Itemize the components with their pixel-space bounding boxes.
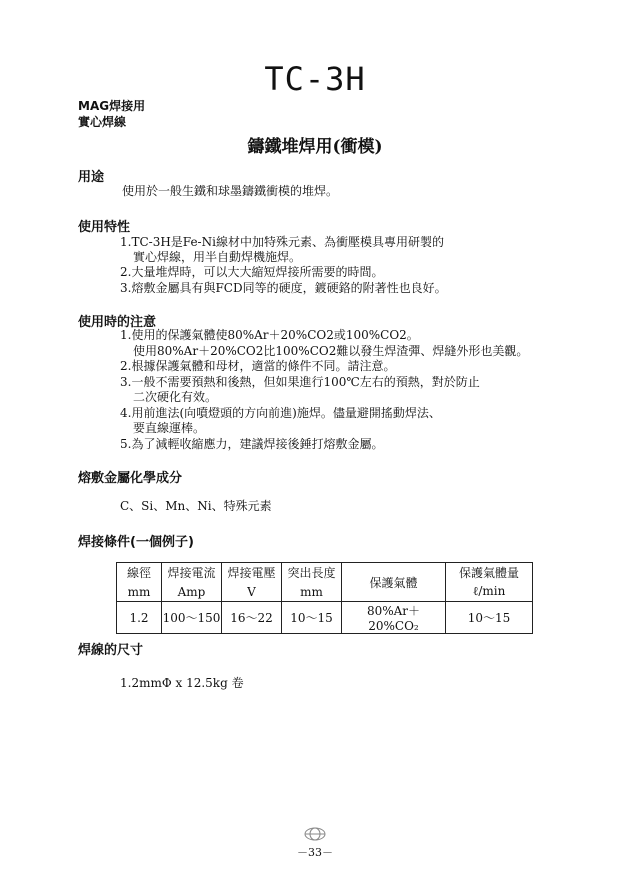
notes-line-3: 3.一般不需要預熱和後熱，但如果進行100℃左右的預熱，對於防止 — [120, 375, 480, 389]
cell-stickout: 10～15 — [282, 602, 342, 634]
unit-gas-flow: ℓ/min — [446, 582, 533, 602]
product-title: TC-3H — [264, 60, 366, 98]
table-header-row — [117, 563, 533, 583]
header-diameter: 線徑 — [117, 563, 162, 583]
table-unit-row — [117, 582, 533, 602]
notes-line-1-cont: 使用80%Ar＋20%CO2比100%CO2難以發生焊渣彈、焊縫外形也美觀。 — [133, 344, 529, 358]
header-gas-flow: 保護氣體量 — [446, 563, 533, 583]
document-subtitle: 鑄鐵堆焊用(衝模) — [247, 137, 383, 157]
notes-heading: 使用時的注意 — [78, 315, 157, 330]
table-row — [117, 602, 533, 634]
cell-gas-flow: 10～15 — [446, 602, 533, 634]
features-heading: 使用特性 — [78, 220, 131, 235]
usage-text: 使用於一般生鐵和球墨鑄鐵衝模的堆焊。 — [122, 184, 339, 198]
features-line-1-cont: 實心焊線，用半自動焊機施焊。 — [133, 250, 302, 264]
composition-heading: 熔敷金屬化學成分 — [78, 471, 183, 486]
usage-heading: 用途 — [78, 170, 105, 185]
notes-line-2: 2.根據保護氣體和母材，適當的條件不同。請注意。 — [120, 359, 396, 373]
features-line-2: 2.大量堆焊時，可以大大縮短焊接所需要的時間。 — [120, 265, 384, 279]
unit-diameter: mm — [117, 582, 162, 602]
notes-line-3-cont: 二次硬化有效。 — [133, 390, 218, 404]
product-type-line-1: MAG焊接用 — [78, 99, 146, 113]
header-shielding-gas: 保護氣體 — [342, 563, 446, 602]
notes-line-4: 4.用前進法(向噴燈頭的方向前進)施焊。儘量避開搖動焊法、 — [120, 406, 441, 420]
cell-voltage: 16～22 — [222, 602, 282, 634]
header-voltage: 焊接電壓 — [222, 563, 282, 583]
features-line-1: 1.TC-3H是Fe-Ni線材中加特殊元素、為衝壓模具專用研製的 — [120, 235, 444, 249]
notes-line-4-cont: 要直線運棒。 — [133, 421, 206, 435]
cell-current: 100～150 — [162, 602, 222, 634]
cell-shielding-gas: 80%Ar＋20%CO₂ — [342, 602, 446, 634]
dimensions-heading: 焊線的尺寸 — [78, 643, 144, 658]
header-stickout: 突出長度 — [282, 563, 342, 583]
cell-diameter: 1.2 — [117, 602, 162, 634]
welding-conditions-table — [116, 562, 533, 634]
features-line-3: 3.熔敷金屬具有與FCD同等的硬度，鍍硬鉻的附著性也良好。 — [120, 281, 447, 295]
notes-line-1: 1.使用的保護氣體使80%Ar＋20%CO2或100%CO2。 — [120, 328, 419, 342]
company-logo-icon — [304, 827, 326, 841]
unit-current: Amp — [162, 582, 222, 602]
conditions-heading: 焊接條件(一個例子) — [78, 535, 194, 550]
page-number: －33－ — [297, 846, 333, 859]
product-type-line-2: 實心焊線 — [78, 115, 127, 129]
dimensions-text: 1.2mmΦ x 12.5kg 卷 — [120, 676, 244, 690]
notes-line-5: 5.為了減輕收縮應力，建議焊接後錘打熔敷金屬。 — [120, 437, 384, 451]
unit-stickout: mm — [282, 582, 342, 602]
composition-text: C、Si、Mn、Ni、特殊元素 — [120, 499, 272, 513]
unit-voltage: V — [222, 582, 282, 602]
header-current: 焊接電流 — [162, 563, 222, 583]
